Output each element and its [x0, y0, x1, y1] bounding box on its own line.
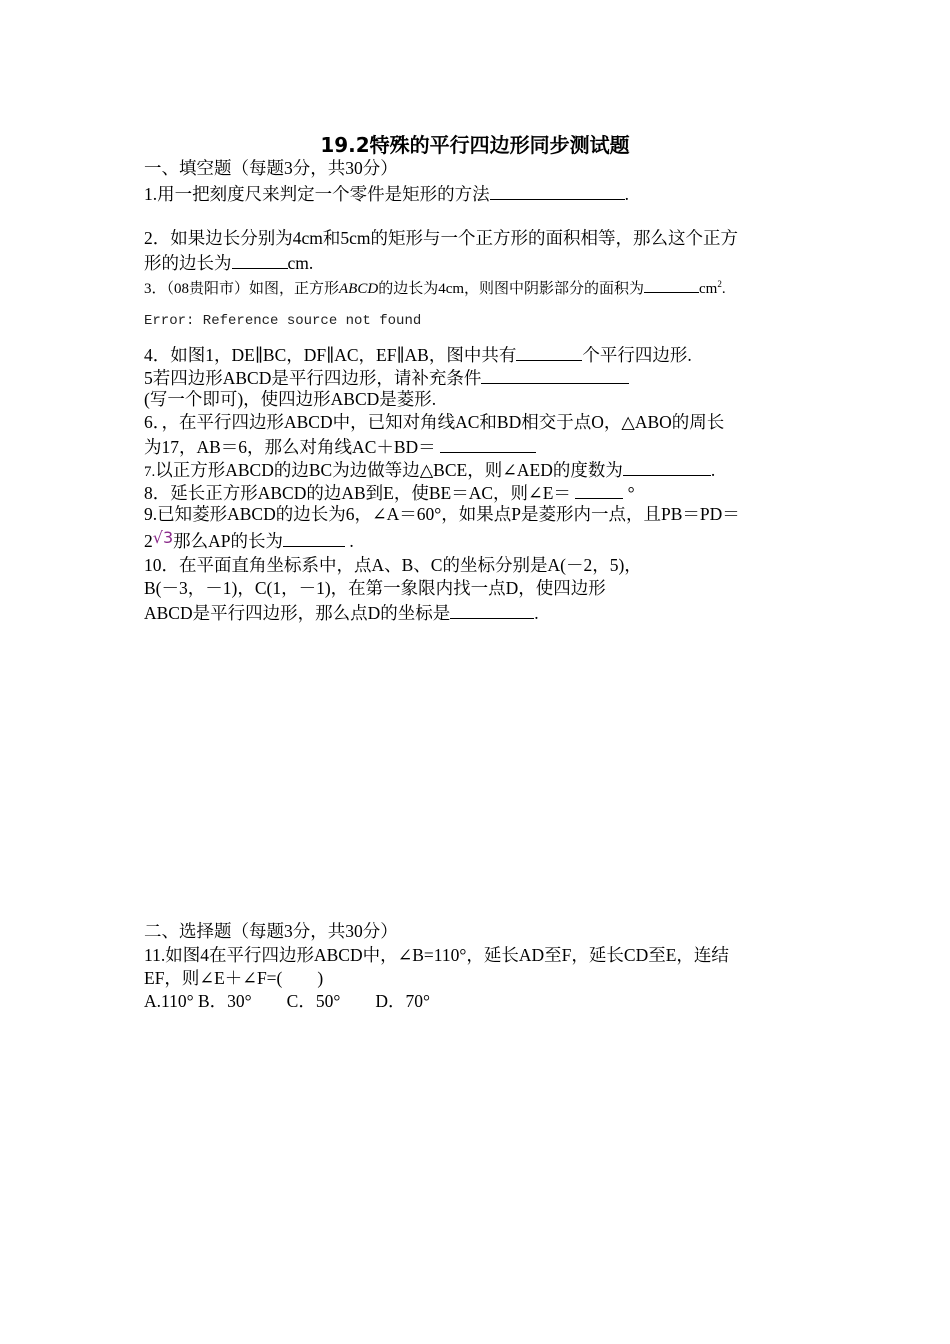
square-root-3: √3 — [152, 528, 174, 547]
question-6-line-1: 6．，在平行四边形ABCD中，已知对角线AC和BD相交于点O，△ABO的周长 — [144, 412, 725, 432]
page-title: 19.2特殊的平行四边形同步测试题 — [320, 133, 630, 157]
answer-blank-7 — [623, 457, 711, 476]
answer-blank-9 — [283, 528, 345, 547]
question-11-line-1: 11.如图4在平行四边形ABCD中，∠B=110°，延长AD至F，延长CD至E，连结 — [144, 945, 729, 965]
answer-blank-5 — [481, 365, 629, 384]
question-4: 4．如图1，DE∥BC，DF∥AC，EF∥AB，图中共有 个平行四边形. — [144, 342, 692, 366]
reference-error-text: Error: Reference source not found — [144, 313, 422, 329]
question-10-line-1: 10．在平面直角坐标系中，点A、B、C的坐标分别是A(－2，5)， — [144, 555, 642, 575]
question-9-line-1: 9.已知菱形ABCD的边长为6，∠A＝60°，如果点P是菱形内一点，且PB＝PD＝ — [144, 504, 740, 524]
answer-blank-10 — [450, 600, 534, 619]
question-5-line-2: (写一个即可)，使四边形ABCD是菱形. — [144, 389, 437, 409]
answer-blank-4 — [516, 342, 582, 361]
question-10-line-2: B(－3，－1)，C(1，－1)，在第一象限内找一点D，使四边形 — [144, 578, 606, 598]
section-heading-fill-blank: 一、填空题（每题3分，共30分） — [144, 158, 398, 178]
question-5-line-1: 5若四边形ABCD是平行四边形，请补充条件 — [144, 365, 629, 389]
question-9-line-2: 2√3那么AP的长为 . — [144, 528, 354, 551]
answer-blank-6 — [440, 434, 536, 453]
question-10-line-3: ABCD是平行四边形，那么点D的坐标是 . — [144, 600, 539, 624]
answer-blank-8 — [575, 480, 623, 499]
question-11-options: A.110° B．30° C．50° D．70° — [144, 991, 430, 1011]
question-1: 1.用一把刻度尺来判定一个零件是矩形的方法 . — [144, 181, 629, 205]
answer-blank-3 — [644, 277, 699, 293]
question-8: 8．延长正方形ABCD的边AB到E，使BE＝AC，则∠E＝ ° — [144, 480, 635, 504]
answer-blank-2 — [232, 250, 288, 269]
question-11-line-2: EF，则∠E＋∠F=( ) — [144, 968, 324, 988]
question-2-line-2: 形的边长为 cm. — [144, 250, 313, 274]
question-2-line-1: 2．如果边长分别为4cm和5cm的矩形与一个正方形的面积相等，那么这个正方 — [144, 228, 739, 248]
section-heading-multiple-choice: 二、选择题（每题3分，共30分） — [144, 921, 398, 941]
question-7: 7.以正方形ABCD的边BC为边做等边△BCE，则∠AED的度数为 . — [144, 457, 715, 483]
answer-blank-1 — [490, 181, 625, 200]
question-6-line-2: 为17，AB＝6，那么对角线AC＋BD＝ — [144, 434, 536, 458]
question-3: 3．（08贵阳市）如图，正方形ABCD的边长为4cm，则图中阴影部分的面积为 $cm^2$. — [144, 279, 726, 297]
question-1-text: 1.用一把刻度尺来判定一个零件是矩形的方法 — [144, 184, 490, 204]
